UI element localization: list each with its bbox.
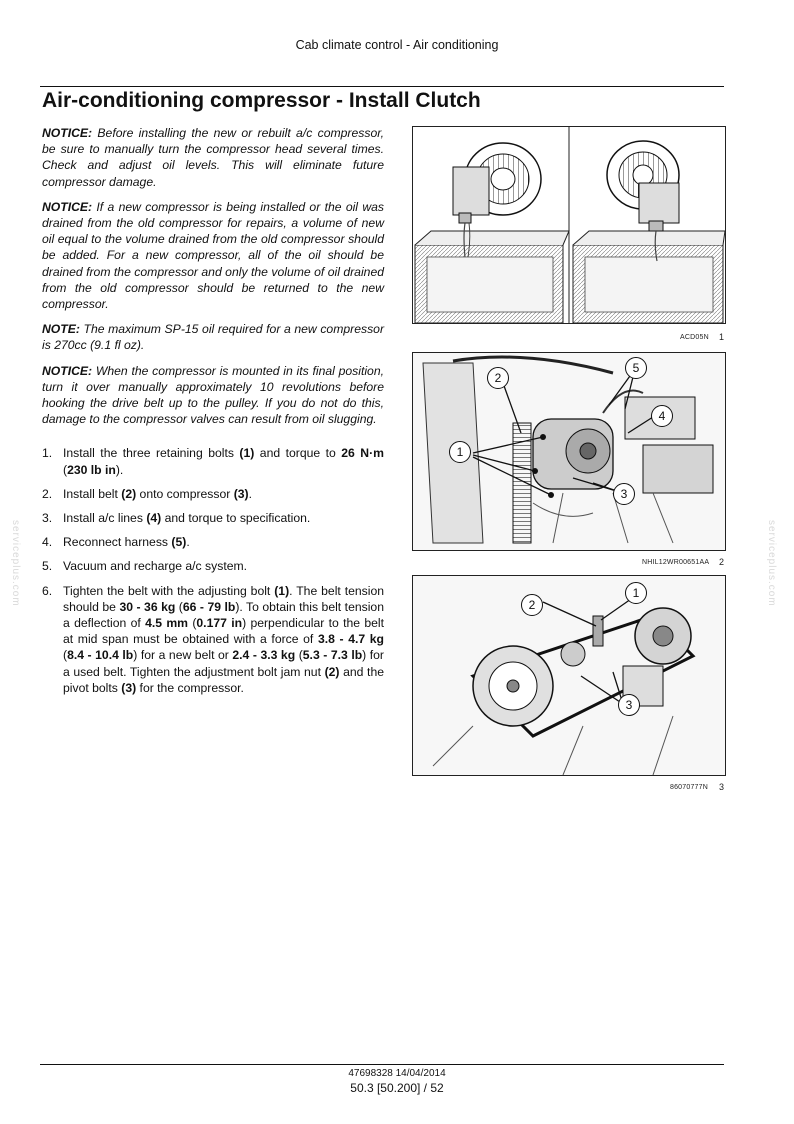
step-ref: (3) [233, 486, 249, 501]
footer-page-number: 50.3 [50.200] / 52 [350, 1081, 444, 1095]
step-number: 1. [42, 446, 53, 461]
step-number: 5. [42, 559, 53, 574]
step-value: 230 lb in [67, 462, 116, 477]
step-2 [42, 486, 384, 502]
watermark-right: serviceplus.com [766, 520, 777, 607]
notice-2 [42, 199, 384, 312]
figure-1-number: 1 [719, 332, 725, 342]
step-text: ) for a new belt or [133, 648, 233, 663]
figure-3-number: 3 [719, 782, 725, 792]
figure-2-caption: NHIL12WR00651AA [642, 559, 710, 566]
step-number: 4. [42, 535, 53, 550]
step-value: 4.5 mm [145, 616, 189, 631]
note-oil-capacity [42, 321, 384, 353]
step-text: onto compressor [136, 486, 234, 501]
step-text: . [248, 486, 253, 501]
step-value: 8.4 - 10.4 lb [67, 648, 134, 663]
step-number: 3. [42, 511, 53, 526]
step-value: 5.3 - 7.3 lb [302, 648, 363, 663]
step-text: and the pivot bolts [63, 664, 384, 695]
callout-1: 1 [625, 582, 647, 604]
header-divider [40, 86, 724, 87]
step-6 [42, 583, 384, 696]
step-ref: (3) [121, 680, 137, 695]
step-ref: (2) [324, 664, 340, 679]
step-text: ). To obtain this belt tension a deflection of [63, 599, 384, 631]
figure-3-caption: 86070777N [670, 784, 708, 791]
step-text: . The belt tension should be [63, 583, 384, 614]
step-text: ). [115, 462, 124, 477]
step-text: Reconnect harness [63, 535, 172, 550]
figure-3-belt-tension-illustration [412, 575, 726, 776]
belt-tension-drawing [413, 576, 725, 775]
step-text: and torque to [254, 446, 342, 461]
note-label: NOTE: [42, 322, 80, 337]
step-5 [42, 558, 384, 574]
watermark-left: serviceplus.com [10, 520, 21, 607]
step-3 [42, 510, 384, 526]
notice-label: NOTICE: [42, 363, 93, 378]
step-text: ( [63, 462, 68, 477]
figure-2-number: 2 [719, 557, 725, 567]
footer-document-code: 47698328 14/04/2014 [348, 1068, 446, 1079]
callout-3: 3 [618, 694, 640, 716]
notice-text: Before installing the new or rebuilt a/c compressor, be sure to manually turn the compressor head several times. Check and adjust oil levels. This will eliminate future compressor damage. [42, 126, 384, 189]
step-value: 0.177 in [196, 616, 243, 631]
step-ref: (4) [146, 511, 162, 526]
callout-2: 2 [487, 367, 509, 389]
step-number: 2. [42, 486, 53, 501]
step-text: . [186, 535, 190, 550]
step-text: Tighten the belt with the adjusting bolt [63, 583, 275, 598]
figure-2-compressor-mounting-illustration [412, 352, 726, 551]
step-4 [42, 534, 384, 550]
step-text: Vacuum and recharge a/c system. [63, 559, 248, 574]
step-ref: (1) [274, 583, 290, 598]
step-value: 3.8 - 4.7 kg [317, 632, 385, 647]
page-title: Air-conditioning compressor - Install Clutch [42, 89, 481, 112]
step-ref: (5) [171, 535, 187, 550]
callout-2: 2 [521, 594, 543, 616]
step-number: 6. [42, 583, 53, 598]
step-ref: (2) [121, 486, 137, 501]
step-text: Install a/c lines [63, 511, 147, 526]
instructions-column [42, 125, 384, 704]
procedure-steps [42, 445, 384, 696]
note-text: The maximum SP-15 oil required for a new compressor is 270cc (9.1 fl oz). [42, 322, 384, 353]
oil-drain-drawing [413, 127, 725, 323]
step-text: ) for a used belt. Tighten the adjustment bolt jam nut [63, 648, 384, 679]
step-text: Install belt [63, 486, 122, 501]
running-header: Cab climate control - Air conditioning [295, 38, 499, 52]
callout-1: 1 [449, 441, 471, 463]
notice-text: If a new compressor is being installed or the oil was drained from the old compressor for repairs, a volume of new oil equal to the volume drained from the old compressor should be added. For a new compressor, all of the oil should be drained from the compressor and only the volume of oil drained from the old compressor should be returned to the new compressor. [42, 199, 384, 312]
oil-pan-right [573, 231, 725, 323]
step-text: ( [63, 648, 68, 663]
step-text: ( [295, 648, 303, 663]
step-text: and torque to specification. [161, 511, 311, 526]
callout-5: 5 [625, 357, 647, 379]
step-value: 30 - 36 kg [119, 599, 176, 614]
step-text: ( [188, 616, 197, 631]
step-value: 2.4 - 3.3 kg [232, 648, 296, 663]
step-value: 26 N·m [341, 446, 385, 461]
footer-divider [40, 1064, 724, 1065]
callout-4: 4 [651, 405, 673, 427]
callout-3: 3 [613, 483, 635, 505]
step-value: 66 - 79 lb [182, 599, 236, 614]
step-ref: (1) [239, 446, 255, 461]
step-text: for the compressor. [136, 680, 244, 695]
step-text: Install the three retaining bolts [63, 446, 240, 461]
step-text: ) perpendicular to the belt at mid span must be obtained with a force of [63, 616, 384, 647]
notice-text: When the compressor is mounted in its final position, turn it over manually approximately 10 revolutions before hooking the drive belt up to the pulley. If you do not do this, damage to the compressor valves can result from oil slugging. [42, 363, 384, 427]
notice-label: NOTICE: [42, 126, 93, 140]
oil-pan-left [415, 231, 569, 323]
step-text: ( [175, 599, 183, 614]
step-1 [42, 445, 384, 477]
notice-1 [42, 125, 384, 190]
figure-1-caption: ACD05N [680, 334, 709, 341]
notice-3 [42, 363, 384, 428]
notice-label: NOTICE: [42, 199, 93, 214]
figure-1-oil-drain-illustration [412, 126, 726, 324]
